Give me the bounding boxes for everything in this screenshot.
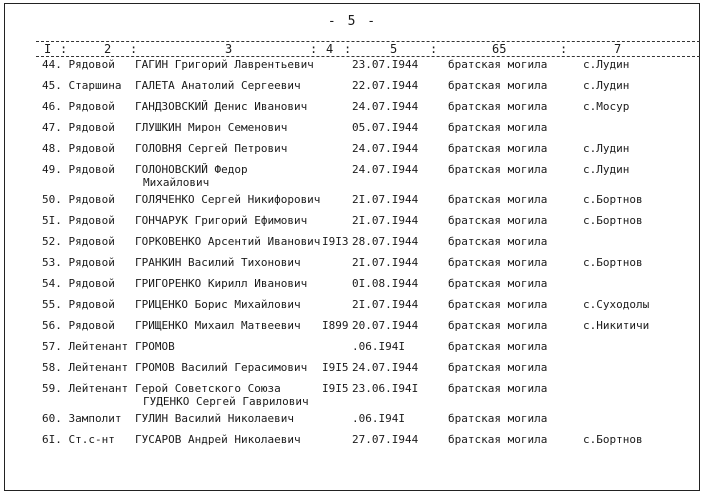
table-row	[0, 412, 705, 433]
row-number: 55.	[42, 298, 62, 311]
person-name: ГОЛОНОВСКИЙ Федор	[135, 163, 248, 176]
death-date: 2I.07.I944	[352, 256, 419, 269]
row-number-rank	[42, 256, 115, 269]
table-row	[0, 100, 705, 121]
row-number-rank	[42, 79, 121, 92]
person-name: ГОЛОВНЯ Сергей Петрович	[135, 142, 288, 155]
col-sep: :	[310, 42, 318, 56]
row-number-rank	[42, 214, 115, 227]
rank: Рядовой	[68, 214, 115, 227]
rank: Рядовой	[68, 319, 115, 332]
rank: Рядовой	[68, 256, 115, 269]
col-header-6: 65	[492, 42, 507, 56]
col-header-1: I	[44, 42, 52, 56]
person-name-continued: Михайлович	[143, 176, 210, 189]
rank: Рядовой	[68, 163, 115, 176]
person-name: ГРИЩЕНКО Михаил Матвеевич	[135, 319, 301, 332]
table-row	[0, 142, 705, 163]
burial-place: с.Бортнов	[583, 256, 643, 269]
row-number-rank	[42, 382, 128, 395]
death-date: 2I.07.I944	[352, 214, 419, 227]
table-row	[0, 121, 705, 142]
row-number-rank	[42, 58, 115, 71]
death-date: 28.07.I944	[352, 235, 419, 248]
death-date: .06.I94I	[352, 412, 405, 425]
header-rule-bottom	[36, 56, 700, 57]
burial-type: братская могила	[448, 340, 548, 353]
burial-place: с.Суходолы	[583, 298, 650, 311]
death-date: 20.07.I944	[352, 319, 419, 332]
col-sep: :	[130, 42, 138, 56]
person-name: ГАГИН Григорий Лаврентьевич	[135, 58, 314, 71]
rank: Рядовой	[68, 142, 115, 155]
rank: Лейтенант	[68, 340, 129, 353]
burial-place: с.Мосур	[583, 100, 630, 113]
person-name: ГРОМОВ	[135, 340, 175, 353]
birth-year: I899	[322, 319, 349, 332]
table-row	[0, 79, 705, 100]
burial-place: с.Бортнов	[583, 433, 643, 446]
row-number: 44.	[42, 58, 62, 71]
burial-place: с.Лудин	[583, 142, 630, 155]
table-row	[0, 193, 705, 214]
birth-year: I9I5	[322, 382, 349, 395]
burial-place: с.Лудин	[583, 163, 630, 176]
burial-type: братская могила	[448, 277, 548, 290]
burial-type: братская могила	[448, 256, 548, 269]
row-number: 50.	[42, 193, 62, 206]
col-sep: :	[430, 42, 438, 56]
table-row	[0, 235, 705, 256]
person-name: ГУЛИН Василий Николаевич	[135, 412, 294, 425]
burial-type: братская могила	[448, 298, 548, 311]
table-row	[0, 256, 705, 277]
burial-type: братская могила	[448, 142, 548, 155]
row-number: 60.	[42, 412, 62, 425]
table-row	[0, 433, 705, 454]
death-date: 24.07.I944	[352, 142, 419, 155]
burial-type: братская могила	[448, 361, 548, 374]
row-number-rank	[42, 163, 115, 176]
row-number: 54.	[42, 277, 62, 290]
row-number-rank	[42, 298, 115, 311]
rank: Ст.с-нт	[68, 433, 115, 446]
burial-type: братская могила	[448, 319, 548, 332]
row-number-rank	[42, 340, 128, 353]
person-name: Герой Советского Союза	[135, 382, 281, 395]
col-sep: :	[344, 42, 352, 56]
burial-place: с.Лудин	[583, 79, 630, 92]
rank: Рядовой	[68, 58, 115, 71]
row-number-rank	[42, 277, 115, 290]
table-row	[0, 319, 705, 340]
table-row	[0, 361, 705, 382]
death-date: 0I.08.I944	[352, 277, 419, 290]
page-number: - 5 -	[327, 14, 378, 29]
death-date: 22.07.I944	[352, 79, 419, 92]
person-name: ГАЛЕТА Анатолий Сергеевич	[135, 79, 301, 92]
row-number: 49.	[42, 163, 62, 176]
person-name: ГОЛЯЧЕНКО Сергей Никифорович	[135, 193, 321, 206]
table-row	[0, 298, 705, 319]
row-number: 47.	[42, 121, 62, 134]
burial-place: с.Никитичи	[583, 319, 650, 332]
row-number-rank	[42, 193, 115, 206]
records-table	[0, 58, 705, 454]
death-date: 2I.07.I944	[352, 193, 419, 206]
rank: Рядовой	[68, 100, 115, 113]
row-number: 57.	[42, 340, 62, 353]
table-row	[0, 163, 705, 193]
death-date: 23.06.I94I	[352, 382, 419, 395]
death-date: 24.07.I944	[352, 163, 419, 176]
person-name: ГРОМОВ Василий Герасимович	[135, 361, 308, 374]
row-number: 48.	[42, 142, 62, 155]
birth-year: I9I3	[322, 235, 349, 248]
person-name: ГРИГОРЕНКО Кирилл Иванович	[135, 277, 308, 290]
row-number: 58.	[42, 361, 62, 374]
rank: Старшина	[68, 79, 122, 92]
col-sep: :	[560, 42, 568, 56]
col-header-4: 4	[326, 42, 334, 56]
burial-type: братская могила	[448, 412, 548, 425]
col-header-5: 5	[390, 42, 398, 56]
burial-type: братская могила	[448, 163, 548, 176]
death-date: 24.07.I944	[352, 100, 419, 113]
row-number-rank	[42, 361, 128, 374]
person-name: ГРАНКИН Василий Тихонович	[135, 256, 301, 269]
table-row	[0, 340, 705, 361]
burial-type: братская могила	[448, 79, 548, 92]
row-number-rank	[42, 142, 115, 155]
person-name: ГОНЧАРУК Григорий Ефимович	[135, 214, 308, 227]
row-number-rank	[42, 235, 115, 248]
col-header-3: 3	[225, 42, 233, 56]
person-name: ГЛУШКИН Мирон Семенович	[135, 121, 288, 134]
death-date: 23.07.I944	[352, 58, 419, 71]
burial-type: братская могила	[448, 235, 548, 248]
row-number-rank	[42, 412, 121, 425]
rank: Лейтенант	[68, 382, 129, 395]
row-number: 52.	[42, 235, 62, 248]
row-number: 46.	[42, 100, 62, 113]
rank: Рядовой	[68, 298, 115, 311]
rank: Рядовой	[68, 193, 115, 206]
burial-type: братская могила	[448, 58, 548, 71]
burial-type: братская могила	[448, 214, 548, 227]
table-row	[0, 382, 705, 412]
row-number: 45.	[42, 79, 62, 92]
burial-type: братская могила	[448, 100, 548, 113]
col-header-2: 2	[104, 42, 112, 56]
death-date: 05.07.I944	[352, 121, 419, 134]
col-header-7: 7	[614, 42, 622, 56]
row-number: 53.	[42, 256, 62, 269]
table-row	[0, 214, 705, 235]
person-name-continued: ГУДЕНКО Сергей Гаврилович	[143, 395, 309, 408]
burial-type: братская могила	[448, 193, 548, 206]
rank: Лейтенант	[68, 361, 129, 374]
death-date: .06.I94I	[352, 340, 405, 353]
birth-year: I9I5	[322, 361, 349, 374]
rank: Рядовой	[68, 277, 115, 290]
rank: Рядовой	[68, 121, 115, 134]
death-date: 2I.07.I944	[352, 298, 419, 311]
row-number: 59.	[42, 382, 62, 395]
rank: Рядовой	[68, 235, 115, 248]
burial-type: братская могила	[448, 433, 548, 446]
burial-place: с.Бортнов	[583, 214, 643, 227]
rank: Замполит	[68, 412, 122, 425]
burial-type: братская могила	[448, 121, 548, 134]
table-row	[0, 277, 705, 298]
death-date: 24.07.I944	[352, 361, 419, 374]
death-date: 27.07.I944	[352, 433, 419, 446]
col-sep: :	[60, 42, 68, 56]
row-number-rank	[42, 319, 115, 332]
row-number: 56.	[42, 319, 62, 332]
burial-place: с.Бортнов	[583, 193, 643, 206]
burial-type: братская могила	[448, 382, 548, 395]
row-number: 6I.	[42, 433, 62, 446]
row-number-rank	[42, 433, 115, 446]
row-number: 5I.	[42, 214, 62, 227]
person-name: ГРИЦЕНКО Борис Михайлович	[135, 298, 301, 311]
row-number-rank	[42, 121, 115, 134]
person-name: ГОРКОВЕНКО Арсентий Иванович	[135, 235, 321, 248]
person-name: ГАНДЗОВСКИЙ Денис Иванович	[135, 100, 308, 113]
person-name: ГУСАРОВ Андрей Николаевич	[135, 433, 301, 446]
table-row	[0, 58, 705, 79]
row-number-rank	[42, 100, 115, 113]
burial-place: с.Лудин	[583, 58, 630, 71]
